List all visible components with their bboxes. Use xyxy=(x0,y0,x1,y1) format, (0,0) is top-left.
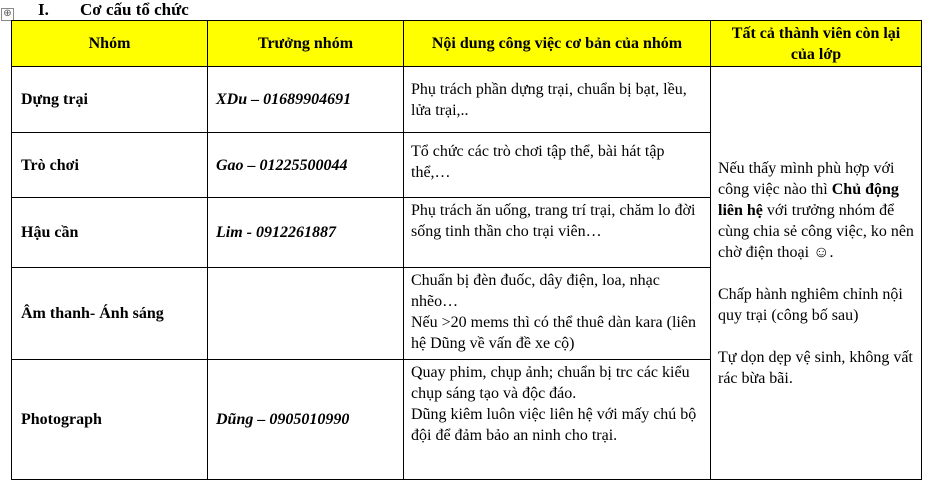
group-name: Dựng trại xyxy=(12,67,208,133)
leader-contact xyxy=(208,268,404,360)
group-name: Âm thanh- Ánh sáng xyxy=(12,268,208,360)
others-instructions xyxy=(711,67,922,480)
task-line-2: Dũng kiêm luôn việc liên hệ với mấy chú bộ đội để đảm bảo an ninh cho trại. xyxy=(411,406,697,444)
header-tasks: Nội dung công việc cơ bản của nhóm xyxy=(404,21,711,67)
task-line-2: Nếu >20 mems thì có thể thuê dàn kara (liên hệ Dũng về vấn đề xe cộ) xyxy=(411,314,696,352)
task-line-1: Chuẩn bị đèn đuốc, dây điện, loa, nhạc nhẽo… xyxy=(411,272,660,310)
group-name: Photograph xyxy=(12,360,208,480)
header-group: Nhóm xyxy=(12,21,208,67)
section-title: Cơ cấu tổ chức xyxy=(80,0,189,19)
task-line-1: Quay phim, chụp ảnh; chuẩn bị trc các kiểu chụp sáng tạo và độc đáo. xyxy=(411,364,690,402)
group-name: Hậu cần xyxy=(12,198,208,268)
table-header-row xyxy=(12,21,922,67)
leader-contact: Dũng – 0905010990 xyxy=(208,360,404,480)
task-description: Tổ chức các trò chơi tập thể, bài hát tập thể,… xyxy=(404,133,711,198)
table-move-handle-icon[interactable]: ⊕ xyxy=(1,8,14,21)
task-description: Phụ trách ăn uống, trang trí trại, chăm lo đời sống tinh thần cho trại viên… xyxy=(404,198,711,268)
organization-table xyxy=(11,20,922,480)
section-number: I. xyxy=(38,0,49,19)
leader-contact: Lim - 0912261887 xyxy=(208,198,404,268)
header-others: Tất cả thành viên còn lại của lớp xyxy=(711,21,922,67)
others-paragraph-3: Tự dọn dẹp vệ sinh, không vất rác bừa bãi. xyxy=(718,348,913,387)
table-row xyxy=(12,67,922,133)
task-description xyxy=(404,268,711,360)
task-description xyxy=(404,360,711,480)
leader-contact: XDu – 01689904691 xyxy=(208,67,404,133)
task-description: Phụ trách phần dựng trại, chuẩn bị bạt, lều, lửa trại,.. xyxy=(404,67,711,133)
others-paragraph-2: Chấp hành nghiêm chỉnh nội quy trại (công bố sau) xyxy=(718,285,903,324)
others-paragraph-1: Nếu thấy mình phù hợp với công việc nào thì Chủ động liên hệ với trưởng nhóm để cùng chia sẻ công việc, ko nên chờ điện thoại ☺. xyxy=(718,159,914,261)
section-heading xyxy=(38,0,189,20)
leader-contact: Gao – 01225500044 xyxy=(208,133,404,198)
group-name: Trò chơi xyxy=(12,133,208,198)
contact-emphasis: Chủ động liên hệ xyxy=(718,180,899,219)
header-leader: Trưởng nhóm xyxy=(208,21,404,67)
